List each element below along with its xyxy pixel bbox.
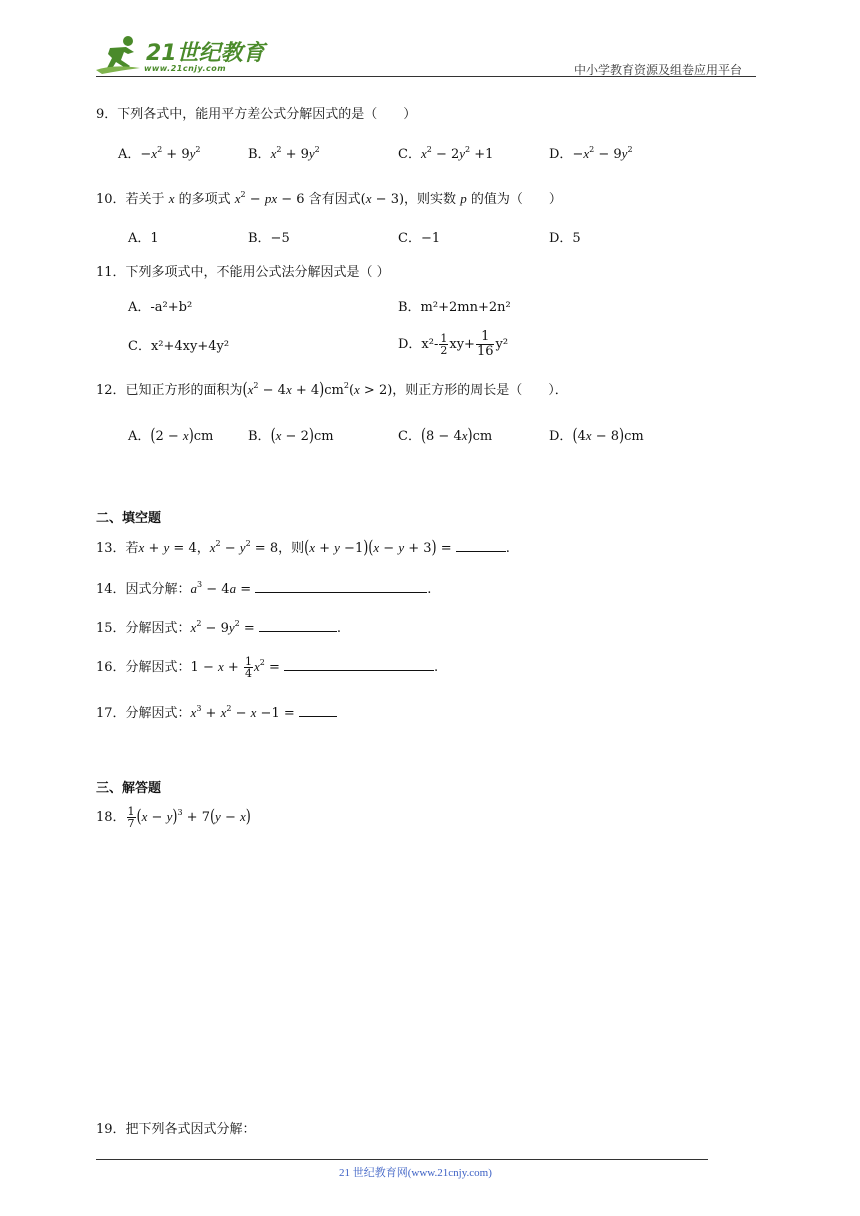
header-divider [96, 76, 756, 77]
q12-option-d: D．(4x − 8)cm [549, 426, 644, 447]
q10-option-c: C．−1 [398, 231, 441, 246]
question-9 [96, 106, 416, 124]
q9-option-c: C．$x^2 - 2y^2 +1$ [398, 145, 494, 162]
answer-blank-15[interactable] [259, 619, 337, 632]
question-13: 13．若x + y = 4，$x^2 - y^2 = 8$，则(x + y −1)(x − y + 3) = . [96, 538, 510, 559]
question-12: 12．已知正方形的面积为$(x^2 - 4x + 4)cm^2(x > 2)$，则正方形的周长是（ ）． [96, 380, 568, 401]
q10-option-d: D．5 [549, 231, 581, 246]
answer-blank-13[interactable] [456, 539, 506, 552]
q12-option-a: A．(2 − x)cm [128, 426, 214, 447]
logo-wordmark: 21世纪教育 [146, 41, 265, 66]
site-logo[interactable] [94, 34, 264, 78]
q9-option-b: B．$x^2 + 9y^2$ [248, 145, 320, 162]
question-11-stem: 11．下列多项式中，不能用公式法分解因式是（ ） [96, 265, 390, 280]
q10-option-b: B．−5 [248, 231, 290, 246]
question-15: 15．分解因式：$x^2 - 9y^2$ = . [96, 619, 342, 636]
q11-option-c: C．x²+4xy+4y² [128, 339, 230, 354]
q11-option-a: A．-a²+b² [128, 300, 193, 315]
question-11 [96, 264, 390, 282]
q9-option-d: D．$-x^2 - 9y^2$ [549, 145, 633, 162]
header-tagline: 中小学教育资源及组卷应用平台 [574, 63, 743, 77]
runner-logo-icon [94, 34, 146, 76]
q11-option-b: B．m²+2mn+2n² [398, 300, 511, 315]
q12-option-b: B．(x − 2)cm [248, 426, 334, 447]
question-10: 10．若关于 x 的多项式 $x^2$ − px − 6 含有因式(x − 3)，则实数 p 的值为（ ） [96, 190, 562, 207]
answer-blank-16[interactable] [284, 658, 434, 671]
q11-option-d: D．x²- $\frac{1}{2}$ xy+ $\frac{1}{16}$ y² [398, 329, 509, 359]
q10-option-a: A．1 [128, 231, 159, 246]
question-18: 18． $\frac{1}{7}$ $(x - y)^3 + 7(y - x)$ [96, 805, 251, 830]
answer-blank-14[interactable] [255, 580, 427, 593]
question-9-stem: 9．下列各式中，能用平方差公式分解因式的是（ ） [96, 107, 417, 122]
section-answer-title: 三、解答题 [96, 781, 162, 796]
q12-option-c: C．(8 − 4x)cm [398, 426, 493, 447]
logo-url: www.21cnjy.com [144, 64, 227, 73]
question-17: 17．分解因式：$x^3 + x^2 - x -1$ = [96, 704, 337, 723]
answer-blank-17[interactable] [299, 704, 337, 717]
q9-option-a: A．$-x^2 + 9y^2$ [118, 145, 201, 162]
footer-divider [96, 1159, 708, 1160]
footer-link[interactable]: 21 世纪教育网(www.21cnjy.com) [339, 1167, 492, 1179]
question-19: 19．把下列各式因式分解： [96, 1122, 256, 1137]
section-fill-title: 二、填空题 [96, 511, 162, 526]
question-14: 14．因式分解：$a^3 - 4a$ = . [96, 580, 432, 597]
question-16: 16．分解因式：1 − x + $\frac{1}{4}$ $x^2$ = . [96, 655, 439, 680]
